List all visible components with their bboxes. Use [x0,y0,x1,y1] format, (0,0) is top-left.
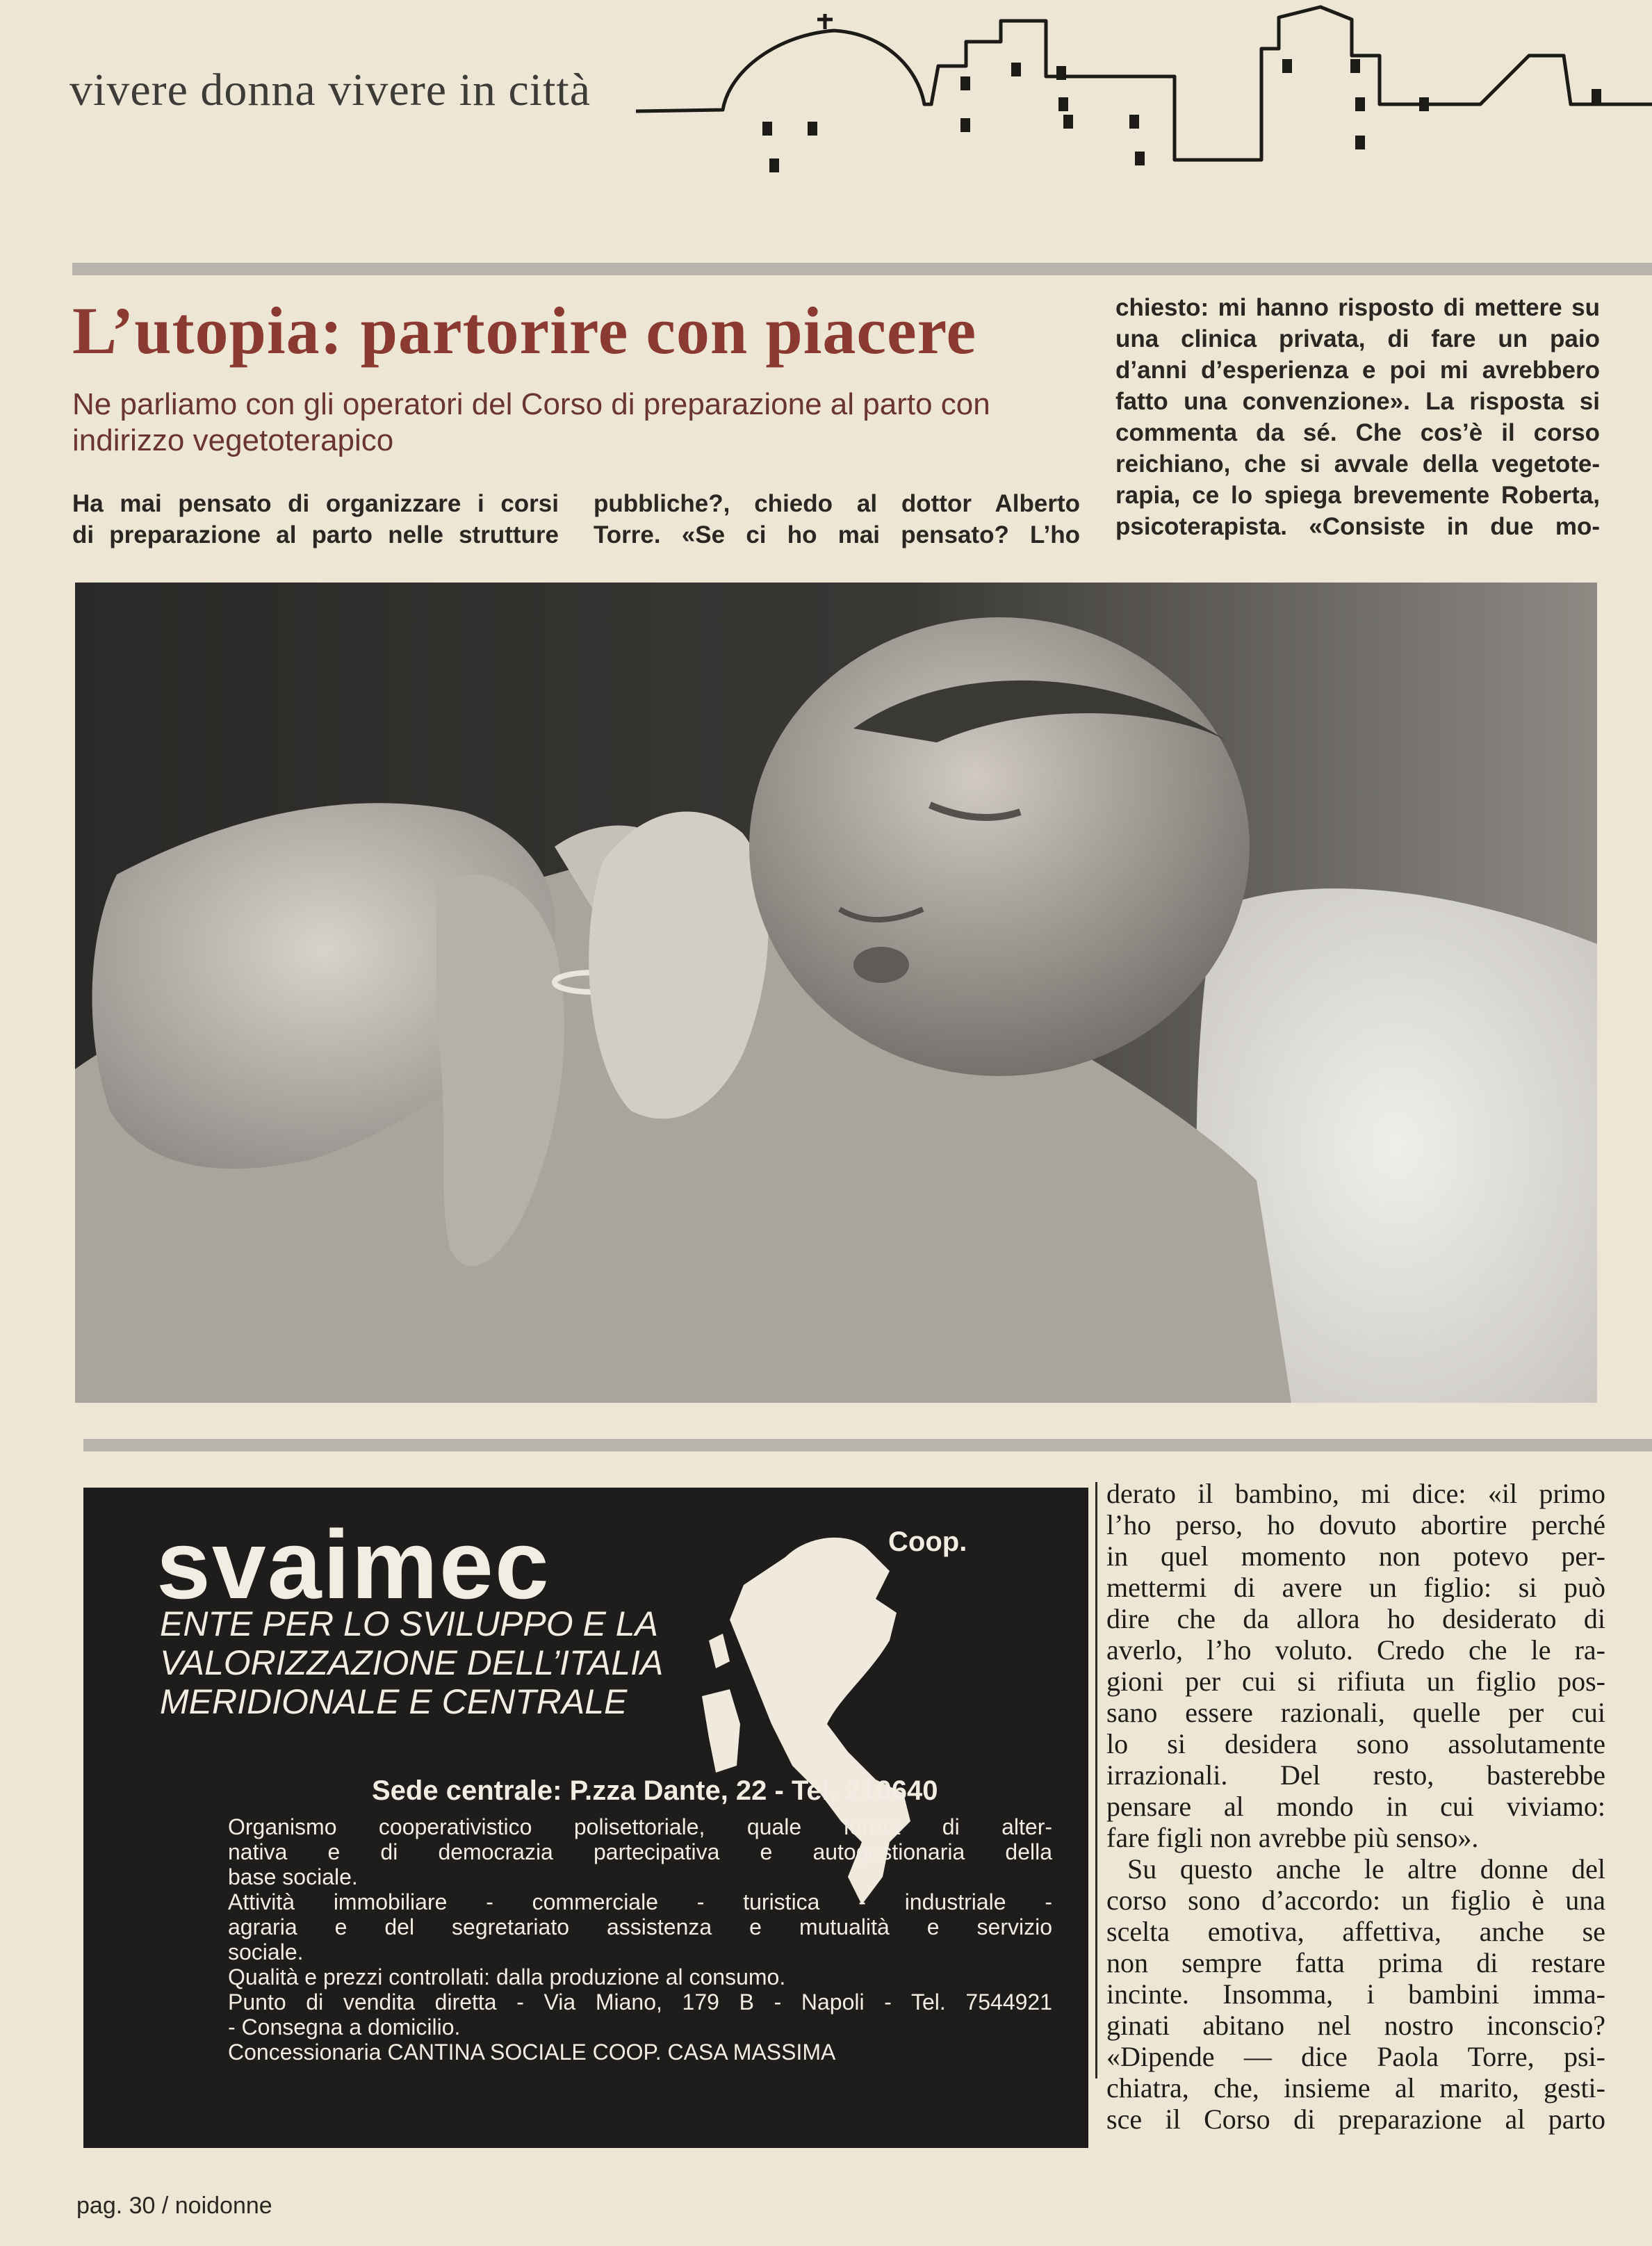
city-skyline-icon [0,0,1652,181]
text-line: ginati abitano nel nostro inconscio? [1106,2010,1605,2041]
text-line: pensare al mondo in cui viviamo: [1106,1791,1605,1822]
text-line: in quel momento non potevo per- [1106,1540,1605,1572]
text-line: reichiano, che si avvale della vegetote- [1115,450,1600,478]
ad-line: Qualità e prezzi controllati: dalla produzione al consumo. [228,1964,786,1989]
text-line: irrazionali. Del resto, basterebbe [1106,1759,1605,1791]
skyline-windows [762,59,1601,172]
ad-headquarters: Sede centrale: P.zza Dante, 22 - Tel. 210640 [372,1775,938,1806]
ad-line: Punto di vendita diretta - Via Miano, 179 B - Napoli - Tel. 7544921 [228,1989,1052,2015]
article-headline: L’utopia: partorire con piacere [72,293,977,368]
intro-column-2 [594,488,1080,551]
newborn-photo-illustration [75,583,1597,1403]
text-line: una clinica privata, di fare un paio [1115,325,1600,352]
text-line: chiatra, che, insieme al marito, gesti- [1106,2072,1605,2103]
tagline-line: MERIDIONALE E CENTRALE [160,1682,628,1721]
text-line: sce il Corso di preparazione al parto [1106,2103,1605,2135]
text-line: di preparazione al parto nelle strutture [72,521,559,548]
intro-column-3 [1115,292,1600,542]
text-line: dire che da allora ho desiderato di [1106,1603,1605,1634]
ad-body-text [228,1814,1052,2065]
text-line: corso sono d’accordo: un figlio è una [1106,1885,1605,1916]
ad-line: Concessionaria CANTINA SOCIALE COOP. CASA MASSIMA [228,2040,836,2065]
ad-line: Attività immobiliare - commerciale - turistica - industriale - [228,1889,1052,1914]
text-line: rapia, ce lo spiega brevemente Roberta, [1115,482,1600,509]
ad-line: nativa e di democrazia partecipativa e autogestionaria della [228,1839,1052,1864]
text-line: commenta da sé. Che cos’è il corso [1115,419,1600,446]
intro-column-1 [72,488,559,551]
svaimec-logo: svaimec [156,1510,550,1619]
page-folio: pag. 30 / noidonne [76,2192,272,2219]
text-line: fare figli non avrebbe più senso». [1106,1822,1479,1853]
ad-line: base sociale. [228,1864,358,1889]
text-line: incinte. Insomma, i bambini imma- [1106,1978,1605,2010]
text-line: Ha mai pensato di organizzare i corsi [72,490,559,517]
text-line: mettermi di avere un figlio: si può [1106,1572,1605,1603]
text-line: sano essere razionali, quelle per cui [1106,1697,1605,1728]
article-subheadline: Ne parliamo con gli operatori del Corso di preparazione al parto con indirizzo vegetoterapico [72,387,990,457]
text-line: gioni per cui si rifiuta un figlio pos- [1106,1666,1605,1697]
coop-label: Coop. [888,1527,967,1557]
text-line: d’anni d’esperienza e poi mi avrebbero [1115,357,1600,384]
article-body-column [1106,1478,1605,2135]
ad-line: agraria e del segretariato assistenza e mutualità e servizio [228,1914,1052,1939]
text-line: Torre. «Se ci ho mai pensato? L’ho [594,521,1080,548]
text-line: pubbliche?, chiedo al dottor Alberto [594,490,1080,517]
text-line: «Dipende — dice Paola Torre, psi- [1106,2041,1605,2072]
section-label: vivere donna vivere in città [69,65,591,115]
text-line: chiesto: mi hanno risposto di mettere su [1115,294,1600,321]
middle-rule [83,1439,1652,1451]
ad-tagline [160,1604,663,1721]
ad-line: Organismo cooperativistico polisettoriale, quale forma di alter- [228,1814,1052,1839]
text-line: lo si desidera sono assolutamente [1106,1728,1605,1759]
text-line: Su questo anche le altre donne del [1127,1853,1605,1885]
text-line: non sempre fatta prima di restare [1106,1947,1605,1978]
newborn-photo [75,583,1597,1403]
text-line: fatto una convenzione». La risposta si [1115,388,1600,415]
ad-line: - Consegna a domicilio. [228,2015,461,2040]
text-line: derato il bambino, mi dice: «il primo [1106,1478,1605,1509]
text-line: psicoterapista. «Consiste in due mo- [1115,513,1600,540]
column-divider [1095,1482,1097,2078]
text-line: averlo, l’ho voluto. Credo che le ra- [1106,1634,1605,1666]
svaimec-advertisement [83,1488,1088,2148]
top-rule [72,263,1652,275]
text-line: l’ho perso, ho dovuto abortire perché [1106,1509,1605,1540]
tagline-line: VALORIZZAZIONE DELL’ITALIA [160,1643,664,1682]
text-line: scelta emotiva, affettiva, anche se [1106,1916,1605,1947]
tagline-line: ENTE PER LO SVILUPPO E LA [160,1604,658,1643]
ad-line: sociale. [228,1939,304,1964]
